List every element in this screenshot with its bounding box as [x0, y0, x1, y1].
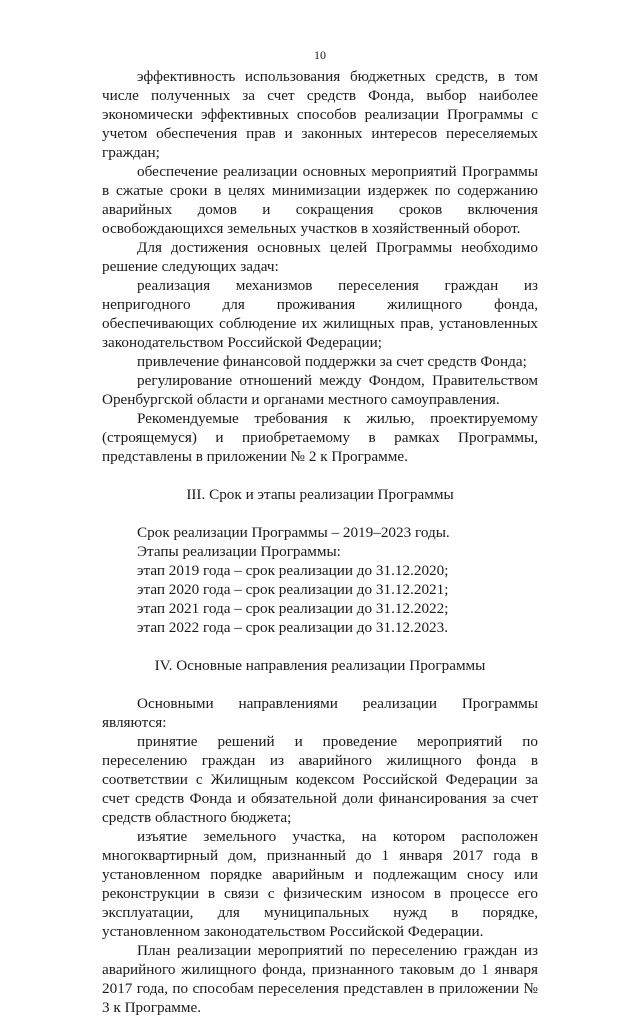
page-number: 10	[314, 48, 326, 62]
paragraph-tasks-intro: Для достижения основных целей Программы необходимо решение следующих задач:	[102, 239, 538, 275]
stage-line: этап 2021 года – срок реализации до 31.12.2022;	[137, 600, 449, 617]
document-body	[102, 67, 538, 1017]
paragraph-implementation-terms: обеспечение реализации основных мероприятий Программы в сжатые сроки в целях минимизации издержек по содержанию аварийных домов и сокращения сроков включения освобождающихся земельных участков в хозяйственный оборот.	[102, 163, 538, 237]
section-3-heading: III. Срок и этапы реализации Программы	[186, 486, 454, 503]
paragraph-budget-efficiency: эффективность использования бюджетных средств, в том числе полученных за счет средств Фонда, выбор наиболее экономически эффективных способов реализации Программы с учетом обеспечения прав и законных интересов переселяемых граждан;	[102, 68, 538, 161]
section-4-heading: IV. Основные направления реализации Программы	[154, 657, 486, 674]
stage-line: этап 2020 года – срок реализации до 31.12.2021;	[137, 581, 449, 598]
paragraph-task-financing: привлечение финансовой поддержки за счет средств Фонда;	[137, 353, 527, 370]
stage-line: этап 2022 года – срок реализации до 31.12.2023.	[137, 619, 449, 636]
program-term-line: Срок реализации Программы – 2019–2023 годы.	[137, 524, 450, 541]
paragraph-resettlement-plan: План реализации мероприятий по переселению граждан из аварийного жилищного фонда, признанного таковым до 1 января 2017 года, по способам переселения представлен в приложении № 3 к Программе.	[102, 942, 538, 1016]
stages-intro-line: Этапы реализации Программы:	[137, 543, 341, 560]
paragraph-directions-intro: Основными направлениями реализации Программы являются:	[102, 695, 538, 731]
paragraph-direction-land-seizure: изъятие земельного участка, на котором расположен многоквартирный дом, признанный до 1 января 2017 года в установленном порядке аварийным и подлежащим сносу или реконструкции в связи с физическим износом в процессе его эксплуатации, для муниципальных нужд в порядке, установленном законодательством Российской Федерации.	[102, 828, 538, 940]
stage-line: этап 2019 года – срок реализации до 31.12.2020;	[137, 562, 449, 579]
paragraph-task-regulation: регулирование отношений между Фондом, Правительством Оренбургской области и органами местного самоуправления.	[102, 372, 538, 408]
paragraph-direction-decisions: принятие решений и проведение мероприятий по переселению граждан из аварийного жилищного фонда в соответствии с Жилищным кодексом Российской Федерации за счет средств Фонда и обязательной доли финансирования за счет средств областного бюджета;	[102, 733, 538, 826]
section-3-list	[102, 523, 538, 637]
paragraph-housing-requirements: Рекомендуемые требования к жилью, проектируемому (строящемуся) и приобретаемому в рамках Программы, представлены в приложении № 2 к Программе.	[102, 410, 538, 465]
section-4-body	[102, 694, 538, 1017]
paragraph-task-resettlement: реализация механизмов переселения граждан из непригодного для проживания жилищного фонда, обеспечивающих соблюдение их жилищных прав, установленных законодательством Российской Федерации;	[102, 277, 538, 351]
